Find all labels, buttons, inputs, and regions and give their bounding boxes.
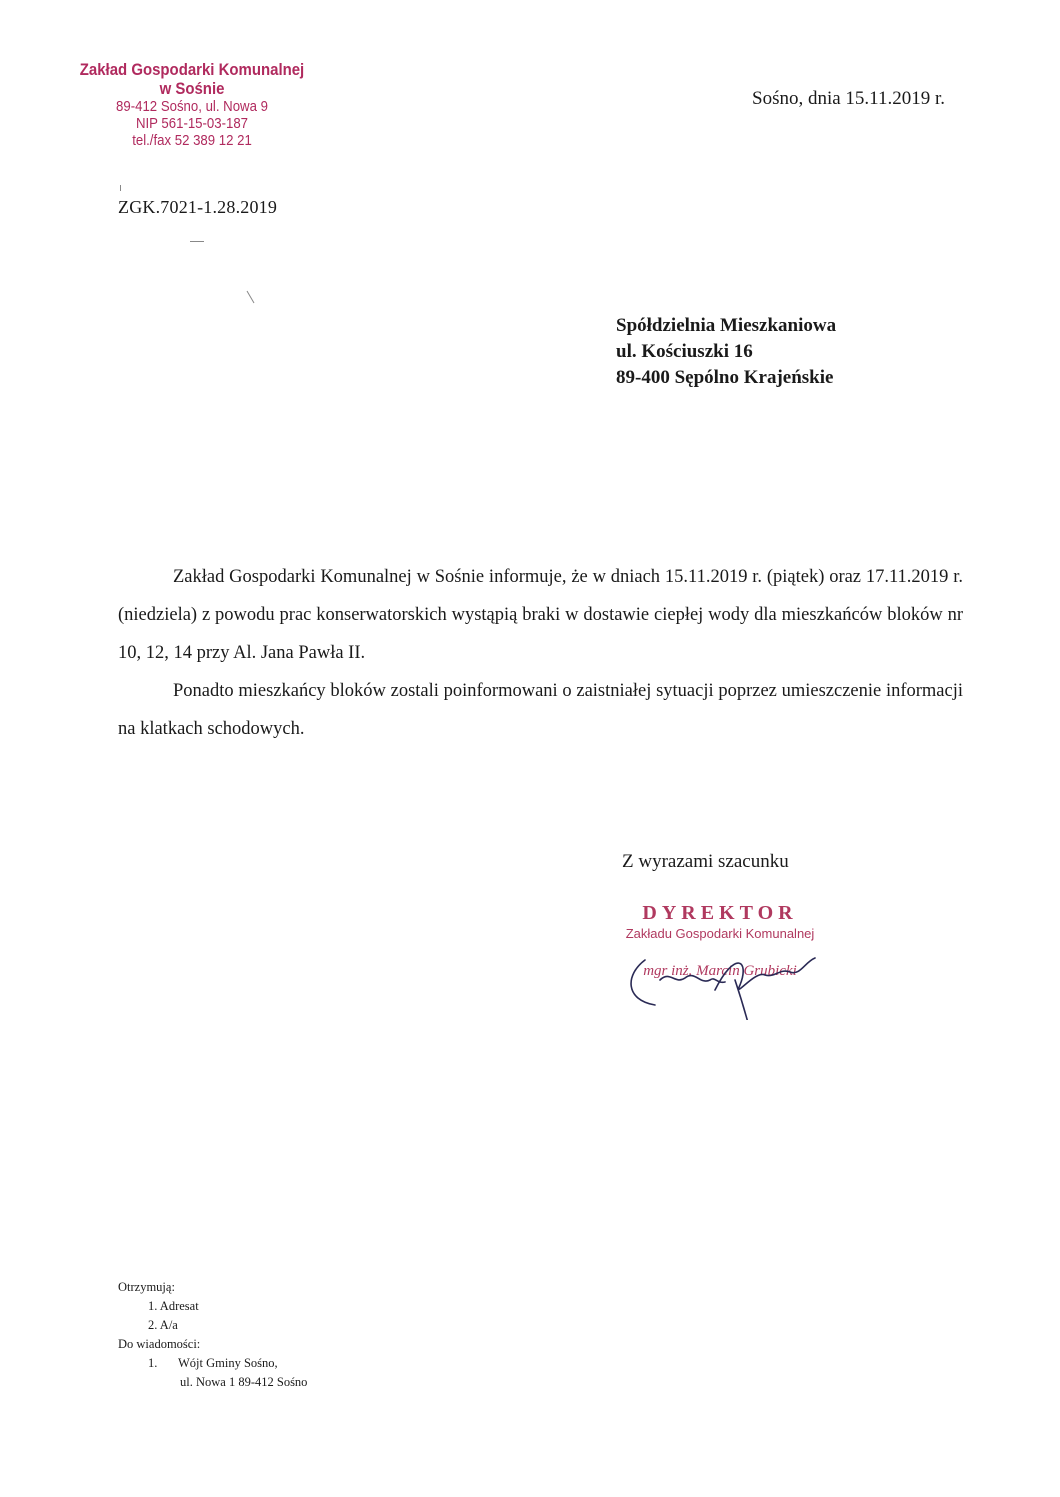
cc-item-line1: Wójt Gminy Sośno, <box>178 1356 278 1370</box>
recipient-address <box>616 313 836 391</box>
scan-mark <box>247 291 255 304</box>
stamp-nip: NIP 561-15-03-187 <box>135 115 249 132</box>
cc-label: Do wiadomości: <box>118 1337 201 1351</box>
cc-item-line2: ul. Nowa 1 89-412 Sośno <box>180 1375 308 1389</box>
received-item-1: 1. Adresat <box>148 1299 199 1313</box>
received-label: Otrzymują: <box>118 1280 175 1294</box>
stamp-location: w Sośnie <box>159 79 225 98</box>
body-paragraph-1: Zakład Gospodarki Komunalnej w Sośnie informuje, że w dniach 15.11.2019 r. (piątek) oraz 17.11.2019 r. (niedziela) z powodu prac konserwatorskich wystąpią braki w dostawie ciepłej wody dla mieszkańców bloków nr 10, 12, 14 przy Al. Jana Pawła II. <box>118 567 963 663</box>
sender-stamp <box>60 60 324 149</box>
received-item-2: 2. A/a <box>148 1318 178 1332</box>
letter-body <box>118 558 963 748</box>
letter-date: Sośno, dnia 15.11.2019 r. <box>752 88 945 109</box>
closing-phrase: Z wyrazami szacunku <box>622 851 789 872</box>
director-organization: Zakładu Gospodarki Komunalnej <box>625 926 815 941</box>
body-paragraph-2: Ponadto mieszkańcy bloków zostali poinformowani o zaistniałej sytuacji poprzez umieszczenie informacji na klatkach schodowych. <box>118 681 963 739</box>
director-name: mgr inż. Marcin Grubicki <box>643 963 797 979</box>
distribution-list <box>118 1278 307 1392</box>
scan-mark <box>120 185 121 191</box>
reference-number: ZGK.7021-1.28.2019 <box>118 197 278 217</box>
scan-mark <box>190 241 204 242</box>
recipient-city: 89-400 Sępólno Krajeńskie <box>616 367 834 388</box>
cc-item-1 <box>118 1354 307 1373</box>
director-title: DYREKTOR <box>642 902 798 924</box>
stamp-organization: Zakład Gospodarki Komunalnej <box>79 60 305 79</box>
stamp-address: 89-412 Sośno, ul. Nowa 9 <box>116 98 268 115</box>
recipient-name: Spółdzielnia Mieszkaniowa <box>616 315 837 336</box>
recipient-street: ul. Kościuszki 16 <box>616 341 753 362</box>
handwritten-signature <box>615 940 855 1020</box>
cc-item-number: 1. <box>148 1356 158 1370</box>
stamp-phone: tel./fax 52 389 12 21 <box>132 132 252 149</box>
